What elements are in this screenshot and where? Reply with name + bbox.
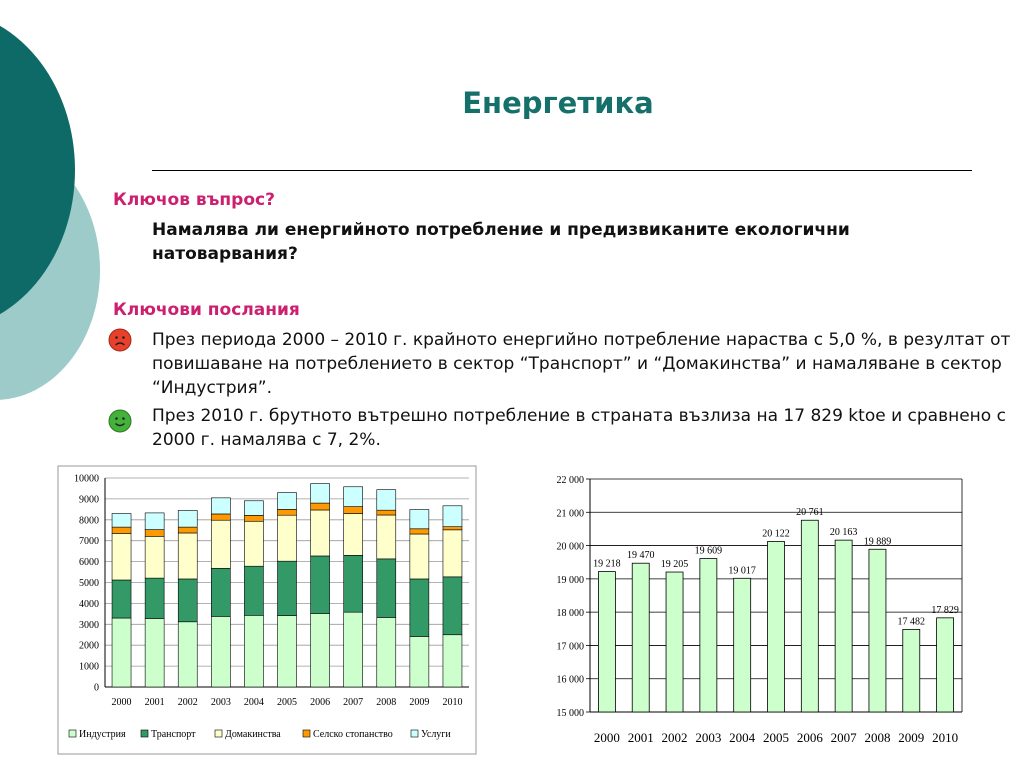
data-label: 19 470 — [626, 550, 655, 562]
data-label: 19 017 — [728, 565, 756, 577]
x-tick-label: 2002 — [661, 730, 688, 745]
data-label: 19 609 — [694, 545, 723, 557]
bar — [632, 563, 649, 712]
bar-segment — [311, 503, 330, 510]
bar-segment — [244, 501, 263, 516]
bar-segment — [178, 527, 197, 533]
bar-segment — [410, 529, 429, 534]
legend-swatch — [69, 730, 76, 737]
key-question-text: Намалява ли енергийното потребление и предизвиканите екологични натоварвания? — [152, 220, 850, 264]
bar-segment — [244, 521, 263, 566]
bar-segment — [443, 530, 462, 577]
bar-segment — [145, 618, 164, 687]
data-label: 20 122 — [762, 528, 790, 540]
data-label: 20 163 — [829, 527, 858, 539]
bar-segment — [278, 509, 297, 515]
data-label: 17 829 — [931, 604, 959, 616]
legend-label: Транспорт — [151, 729, 196, 740]
bar — [734, 578, 751, 712]
legend-swatch — [303, 730, 310, 737]
bar-segment — [112, 618, 131, 687]
x-tick-label: 2003 — [695, 730, 722, 745]
bar — [666, 572, 683, 712]
bar-segment — [344, 555, 363, 612]
bar-segment — [145, 530, 164, 537]
y-tick-label: 8000 — [79, 515, 99, 527]
bar-segment — [344, 487, 363, 507]
bar-segment — [443, 635, 462, 687]
data-label: 17 482 — [897, 616, 926, 628]
bar — [700, 559, 717, 712]
bar-segment — [344, 514, 363, 556]
x-tick-label: 2010 — [932, 730, 959, 745]
bar-segment — [311, 510, 330, 556]
x-tick-label: 2007 — [830, 730, 857, 745]
x-tick-label: 2008 — [376, 697, 397, 708]
bar-segment — [178, 533, 197, 579]
bar-segment — [410, 636, 429, 687]
legend-swatch — [215, 730, 222, 737]
y-tick-label: 19 000 — [556, 574, 584, 586]
bar-segment — [410, 510, 429, 529]
bar-segment — [145, 536, 164, 578]
y-tick-label: 20 000 — [556, 541, 584, 553]
message-2-text: През 2010 г. брутното вътрешно потребление в страната възлиза на 17 829 ktoe и сравнено с 2000 г. намалява с 7, 2%. — [152, 406, 1006, 450]
gross-inland-consumption-chart — [525, 465, 970, 755]
bar-segment — [377, 490, 396, 510]
bar-segment — [344, 612, 363, 687]
bar-segment — [278, 515, 297, 561]
bar-segment — [410, 534, 429, 579]
y-tick-label: 5000 — [79, 578, 99, 589]
bar-segment — [311, 556, 330, 613]
bar-segment — [145, 513, 164, 530]
x-tick-label: 2006 — [796, 730, 823, 745]
bar-segment — [377, 617, 396, 687]
bar-segment — [211, 498, 230, 514]
bar-segment — [178, 510, 197, 527]
bar-segment — [244, 615, 263, 687]
bar-segment — [278, 561, 297, 615]
legend-swatch — [141, 730, 148, 737]
bar-segment — [244, 515, 263, 521]
legend-label: Домакинства — [225, 729, 281, 740]
data-label: 19 889 — [863, 536, 892, 548]
bar-segment — [112, 580, 131, 618]
x-tick-label: 2006 — [310, 697, 331, 708]
x-tick-label: 2003 — [210, 697, 231, 708]
bar — [598, 572, 615, 712]
x-tick-label: 2005 — [277, 697, 297, 708]
y-tick-label: 21 000 — [556, 508, 584, 520]
y-tick-label: 2000 — [79, 640, 99, 652]
y-tick-label: 15 000 — [556, 708, 584, 719]
x-tick-label: 2000 — [111, 697, 132, 708]
bar-segment — [311, 484, 330, 503]
x-tick-label: 2000 — [593, 730, 620, 745]
key-messages-heading: Ключови послания — [113, 300, 300, 320]
y-tick-label: 0 — [94, 682, 99, 694]
data-label: 19 218 — [593, 558, 621, 570]
bar-segment — [112, 533, 131, 580]
x-tick-label: 2004 — [729, 730, 756, 745]
bar — [801, 520, 818, 712]
bar-segment — [278, 616, 297, 687]
x-tick-label: 2001 — [627, 730, 654, 745]
bar-segment — [377, 510, 396, 515]
smiley-face-icon — [108, 409, 132, 433]
bar-segment — [211, 520, 230, 568]
y-tick-label: 18 000 — [556, 608, 584, 620]
bar-segment — [178, 579, 197, 622]
x-tick-label: 2008 — [864, 730, 891, 745]
bar-segment — [344, 507, 363, 514]
bar-segment — [178, 622, 197, 687]
bar-segment — [278, 493, 297, 510]
legend-label: Селско стопанство — [313, 729, 393, 740]
bar-segment — [112, 514, 131, 528]
y-tick-label: 4000 — [79, 598, 99, 610]
title-divider — [152, 170, 972, 171]
slide-title: Енергетика — [462, 86, 654, 120]
bar-segment — [211, 616, 230, 687]
bar-segment — [377, 515, 396, 559]
y-tick-label: 7000 — [79, 536, 99, 548]
bar-segment — [377, 559, 396, 618]
y-tick-label: 9000 — [79, 494, 99, 506]
bar-segment — [410, 579, 429, 636]
bar — [869, 549, 886, 712]
sad-face-icon — [108, 328, 132, 352]
bar-segment — [244, 566, 263, 615]
message-1-text: През периода 2000 – 2010 г. крайното енергийно потребление нараства с 5,0 %, в резултат от повишаване на потреблението в сектор “Транспорт” и “Домакинства” и намаляване в сектор “Индустрия”. — [152, 330, 1011, 398]
bar-segment — [443, 527, 462, 530]
bar — [835, 540, 852, 712]
key-question-heading: Ключов въпрос? — [113, 190, 275, 210]
x-tick-label: 2010 — [442, 697, 463, 708]
data-label: 19 205 — [660, 559, 689, 571]
x-tick-label: 2009 — [898, 730, 925, 745]
legend-label: Услуги — [421, 729, 451, 740]
bar — [903, 629, 920, 712]
legend-swatch — [411, 730, 418, 737]
bar-segment — [145, 578, 164, 618]
final-energy-consumption-chart — [57, 465, 477, 755]
bar-segment — [211, 514, 230, 520]
y-tick-label: 6000 — [79, 557, 99, 569]
y-tick-label: 17 000 — [556, 641, 584, 653]
bar-segment — [443, 506, 462, 527]
x-tick-label: 2002 — [177, 697, 198, 708]
y-tick-label: 3000 — [79, 619, 99, 631]
bar — [937, 618, 954, 712]
x-tick-label: 2007 — [343, 697, 364, 708]
data-label: 20 761 — [796, 507, 824, 519]
x-tick-label: 2009 — [409, 697, 430, 708]
y-tick-label: 22 000 — [556, 475, 584, 486]
y-tick-label: 10000 — [74, 473, 99, 485]
x-tick-label: 2005 — [763, 730, 789, 745]
y-tick-label: 1000 — [79, 661, 99, 673]
x-tick-label: 2001 — [144, 697, 165, 708]
y-tick-label: 16 000 — [556, 674, 584, 686]
bar-segment — [311, 613, 330, 687]
bar-segment — [443, 577, 462, 635]
legend-label: Индустрия — [79, 729, 126, 740]
bar-segment — [211, 568, 230, 616]
bar-segment — [112, 527, 131, 533]
bar — [768, 542, 785, 712]
x-tick-label: 2004 — [243, 697, 264, 708]
